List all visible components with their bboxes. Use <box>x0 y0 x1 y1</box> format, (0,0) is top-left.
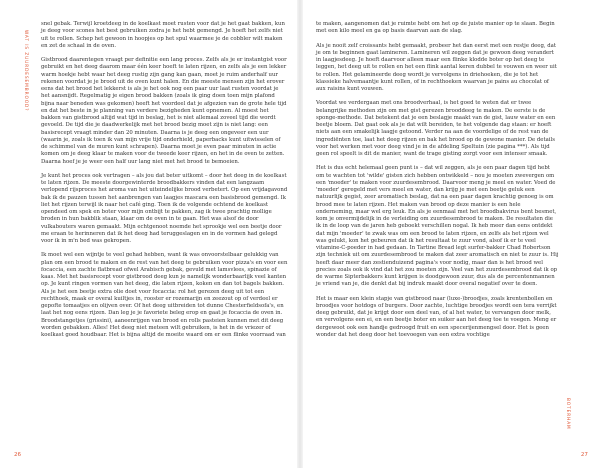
left-page <box>0 0 298 468</box>
left-text-column <box>41 21 288 339</box>
paragraph: Ik moet wel een wijntje te veel gehad hebben, want ik was onvoorstelbaar gelukkig van plan om een brood te maken en de rest van het deeg te gebruiken voor pizza's en voor een focaccia, een zachte flatbread ofwel Arabisch gebak, gevuld met lamsvlees, spinazie of kaas. Met het basisrecept voor gistbrood deeg kun je namelijk wonderbaarlijk veel kanten op. Je kunt ringen vormen van het deeg, die laten rijzen, koken en dan tot bagels bakken. Als je het een beetje extra olie doet voor focaccia: rol het gerezen deeg uit tot een rechthoek, maak er overal kuiltjes in, rooster er rozemarijn en zeezout op of verdeel er gepofte tomaatjes en olijven over. Of het deeg uitbreiden tot dunne Chesterfieldsofa's, en laat het nog eens rijzen. Dan leg je je favoriete beleg erop en gaat je focaccia de oven in. Broodstangetjes (grissini), aaneenrijgen van brood en rolls pasteien kunnen met dit deeg worden gebakken. Alles! Het deeg niet meteen wilt gebruiken, is het in de vriezer of koelkast goed houdbaar. Het is bijna altijd de moeite waard om er een flinke voorraad van <box>41 252 288 338</box>
paragraph: te maken, aangenomen dat je ruimte hebt om het op de juiste manier op te slaan. Begin met een kilo meel en ga op basis daarvan aan de slag. <box>316 21 555 35</box>
paragraph: Gistbrood daarentegen vraagt per definitie een lang proces. Zelfs als je er instantgist voor gebruikt en het deeg daarom maar één keer hoeft te laten rijzen, en zelfs als je een lekker warm hoekje hebt waar het deeg rustig zijn gang kan gaan, moet je ruim anderhalf uur rekenen voordat je je brood uit de oven kunt halen. En die meeste mensen zijn het erover eens dat het brood het lekkerst is als je het ook nog een paar uur laat rusten voordat je het aansnijdt. Regelmatig je eigen brood bakken (zoals ik ging doen toen mijn plafond bijna naar beneden was gekomen) heeft het voordeel dat je afgezien van de grote hele tijd en dat het beste in je planning van verdere bezigheden kunt opnemen. Al moest het bakken van gistbrood altijd wat tijd in beslag, het is niet allemaal zoveel tijd die wordt gevoeld. De tijd die je daadwerkelijk met het brood bezig moet zijn is niet lang: een basisrecept vraagt minder dan 20 minuten. Daarna is je deeg een ongeveer een uur (waarin je, zoals ik toen ik van mijn vrije tijd onderhield, paperbacks kunt uitwisselen of de schimmel van de muren kunt schrapen). Daarna moet je even paar minuten in actie komen om je deeg klaar te maken voor de tweede keer rijzen, en het in de oven te zetten. Daarna hoef je je weer een half uur lang niet met het brood te bemoeien. <box>41 57 287 165</box>
paragraph: Je kunt het proces ook vertragen – als jou dat beter uitkomt – door het deeg in de koelkast te laten rijzen. De meeste doorgewinterde broodbakkers vinden dat een langzaam verlopend rijsproces het aroma van het uiteindelijke brood verbetert. Op een vrijdagavond bak ik de pauzen tussen het aanbrengen van laagjes mascara een basisbrood gemengd. Ik liet het rijzen terwijl ik naar het café ging. Toen ik de volgende ochtend de koelkast opendeed om spek en boter voor mijn ontbijt te pakken, zag ik twee prachtig mollige broden in hun bakblik staan, klaar om de oven in te gaan. Het was alsof de door vulkabouters waren gemaakt. Mijn echtgenoot noemde het sprookje wel een beetje door me eraan te herinneren dat ik het deeg had teruggeslagen en in de vormen had gelegd voor ik in m'n bed was gekropen. <box>41 172 288 244</box>
right-text-column <box>316 21 559 339</box>
paragraph: Als je nooit zelf croissants hebt gemaakt, probeer het dan eerst met een restje deeg, dat je om te beginnen gaat lamineren. Lamineren wil zeggen dat je gewoon deeg verandert in laagjesdeeg. Je hoeft daarvoor alleen maar een flinke klodde boter op het deeg te leggen, het deeg uit te rollen en het een flink aantal keren dubbel te vouwen en weer uit te rollen. Het gelamineerde deeg wordt je vervolgens in driehoeken, die je tot het klassieke halvemaantje kunt rollen, of in rechthoeken waarvan je pains au chocolat of aux raisins kunt vouwen. <box>316 42 557 92</box>
paragraph: Het is dus echt helemaal geen punt is – dat wil zeggen, als je een paar dagen tijd hebt om te wachten tot 'wilde' gisten zich hebben ontwikkeld – nou je moeten zwevergen om een 'moeder' te maken voor zuurdesembrood. Daarvoor meng je meel en water. Voed de 'moeder' geregeld met vers meel en water, dan krijg je met een beetje geluk een natuurlijk gegist, zeer aromatisch beslag, dat na een paar dagen krachtig genoeg is om brood mee te laten rijzen. Het maken van brood op deze manier is een hele onderneming, maar wel erg leuk. En als je eenmaal met het broodbakvirus bent besmet, kom je onvermijdelijk in de verleiding om zuurdesembrood te maken. De resultaten die ik in de loop van de jaren heb geboekt verschillen nogal. Ik heb meer dan eens ontdekt dat mijn 'moeder' te zwak was om een brood te laten rijzen, en zelfs als het rijzen wel was gelukt, kon het gebeuren dat ik het resultaat te zuur vond, alsof ik er te veel vitamine-C-poeder in had gedaan. In Tartine Bread legt surfer-bakker Chad Robertson zijn techniek uit om zuurdesembrood te maken dat zeer aromatisch en niet te zuur is. Hij heeft daar meer dan zestienduizend pagina's voor nodig, maar dan is het brood wel precies zoals ook ik vind dat het zou moeten zijn. Veel van het zuurdesembrood dat ik op de warme Sipterbakkers kunt krijgen is doodgewoon zuur, dus als de percentenmannen je vriend van je, die denkt dat bij indruk maakt door overal negatief over te doen. <box>316 165 559 288</box>
page-number-left: 26 <box>14 452 22 458</box>
right-page <box>302 0 600 468</box>
paragraph: Het is maar een klein stapje van gistbrood naar (luxe-)broodjes, zoals krentenbollen en broodjes voor hotdogs of burgers. Door zachte, luchtige broodjes wordt een tera verrijkt deeg gebruikt, dat je krijgt door een deel van, of al het water, te vervangen door melk, en vervolgens een ei, en een beetje boter en suiker aan het deeg toe te voegen. Meng er dergewoot ook een handje gedroogd fruit en een specerijenmengsel door. Het is geen wonder dat het deeg door het toevoegen van een extra vochtige <box>316 295 557 338</box>
running-head-left: WAT IS ZUURDESEMBROOD? <box>23 30 28 112</box>
running-head-right: BOTERHAM <box>565 398 570 430</box>
page-number-right: 27 <box>580 452 588 458</box>
paragraph: Voordat we verdergaan met ons broodverhaal, is het goed te weten dat er twee belangrijke methoden zijn om met gist gerezen brooddeeg te maken. De eerste is de sponge-methode. Dat betekent dat je een beslagje maakt van de gist, lauw water en een beetje bloem. Dat gaat ook als je dat wilt bereiden, te het volgende dag staan: er hoeft niets aan een smakelijk laagje getoond. Verder na aan de voordelige of de rest van de ingrediënten toe, laat het deeg rijzen en bak het brood op de gewone manier. De details voor het werken met voor deeg vind je in de afdeling Speltuin (zie pagina ***). Als tijd geen rol speelt is dit de manier, want de trage gisting zorgt voor een intenser smaak. <box>316 100 556 157</box>
paragraph: snel gebak. Terwijl kroetdeeg in de koelkast moet rusten voor dat je het gaat bakken, kun je deeg voor scones het best gebruiken zodra je het hebt gemengd. Je hoeft het zelfs niet uit te rollen. Schep het gewoon in hoopjes op het spul waarmee je de cobbler wilt maken en zet de schaal in de oven. <box>41 21 285 49</box>
